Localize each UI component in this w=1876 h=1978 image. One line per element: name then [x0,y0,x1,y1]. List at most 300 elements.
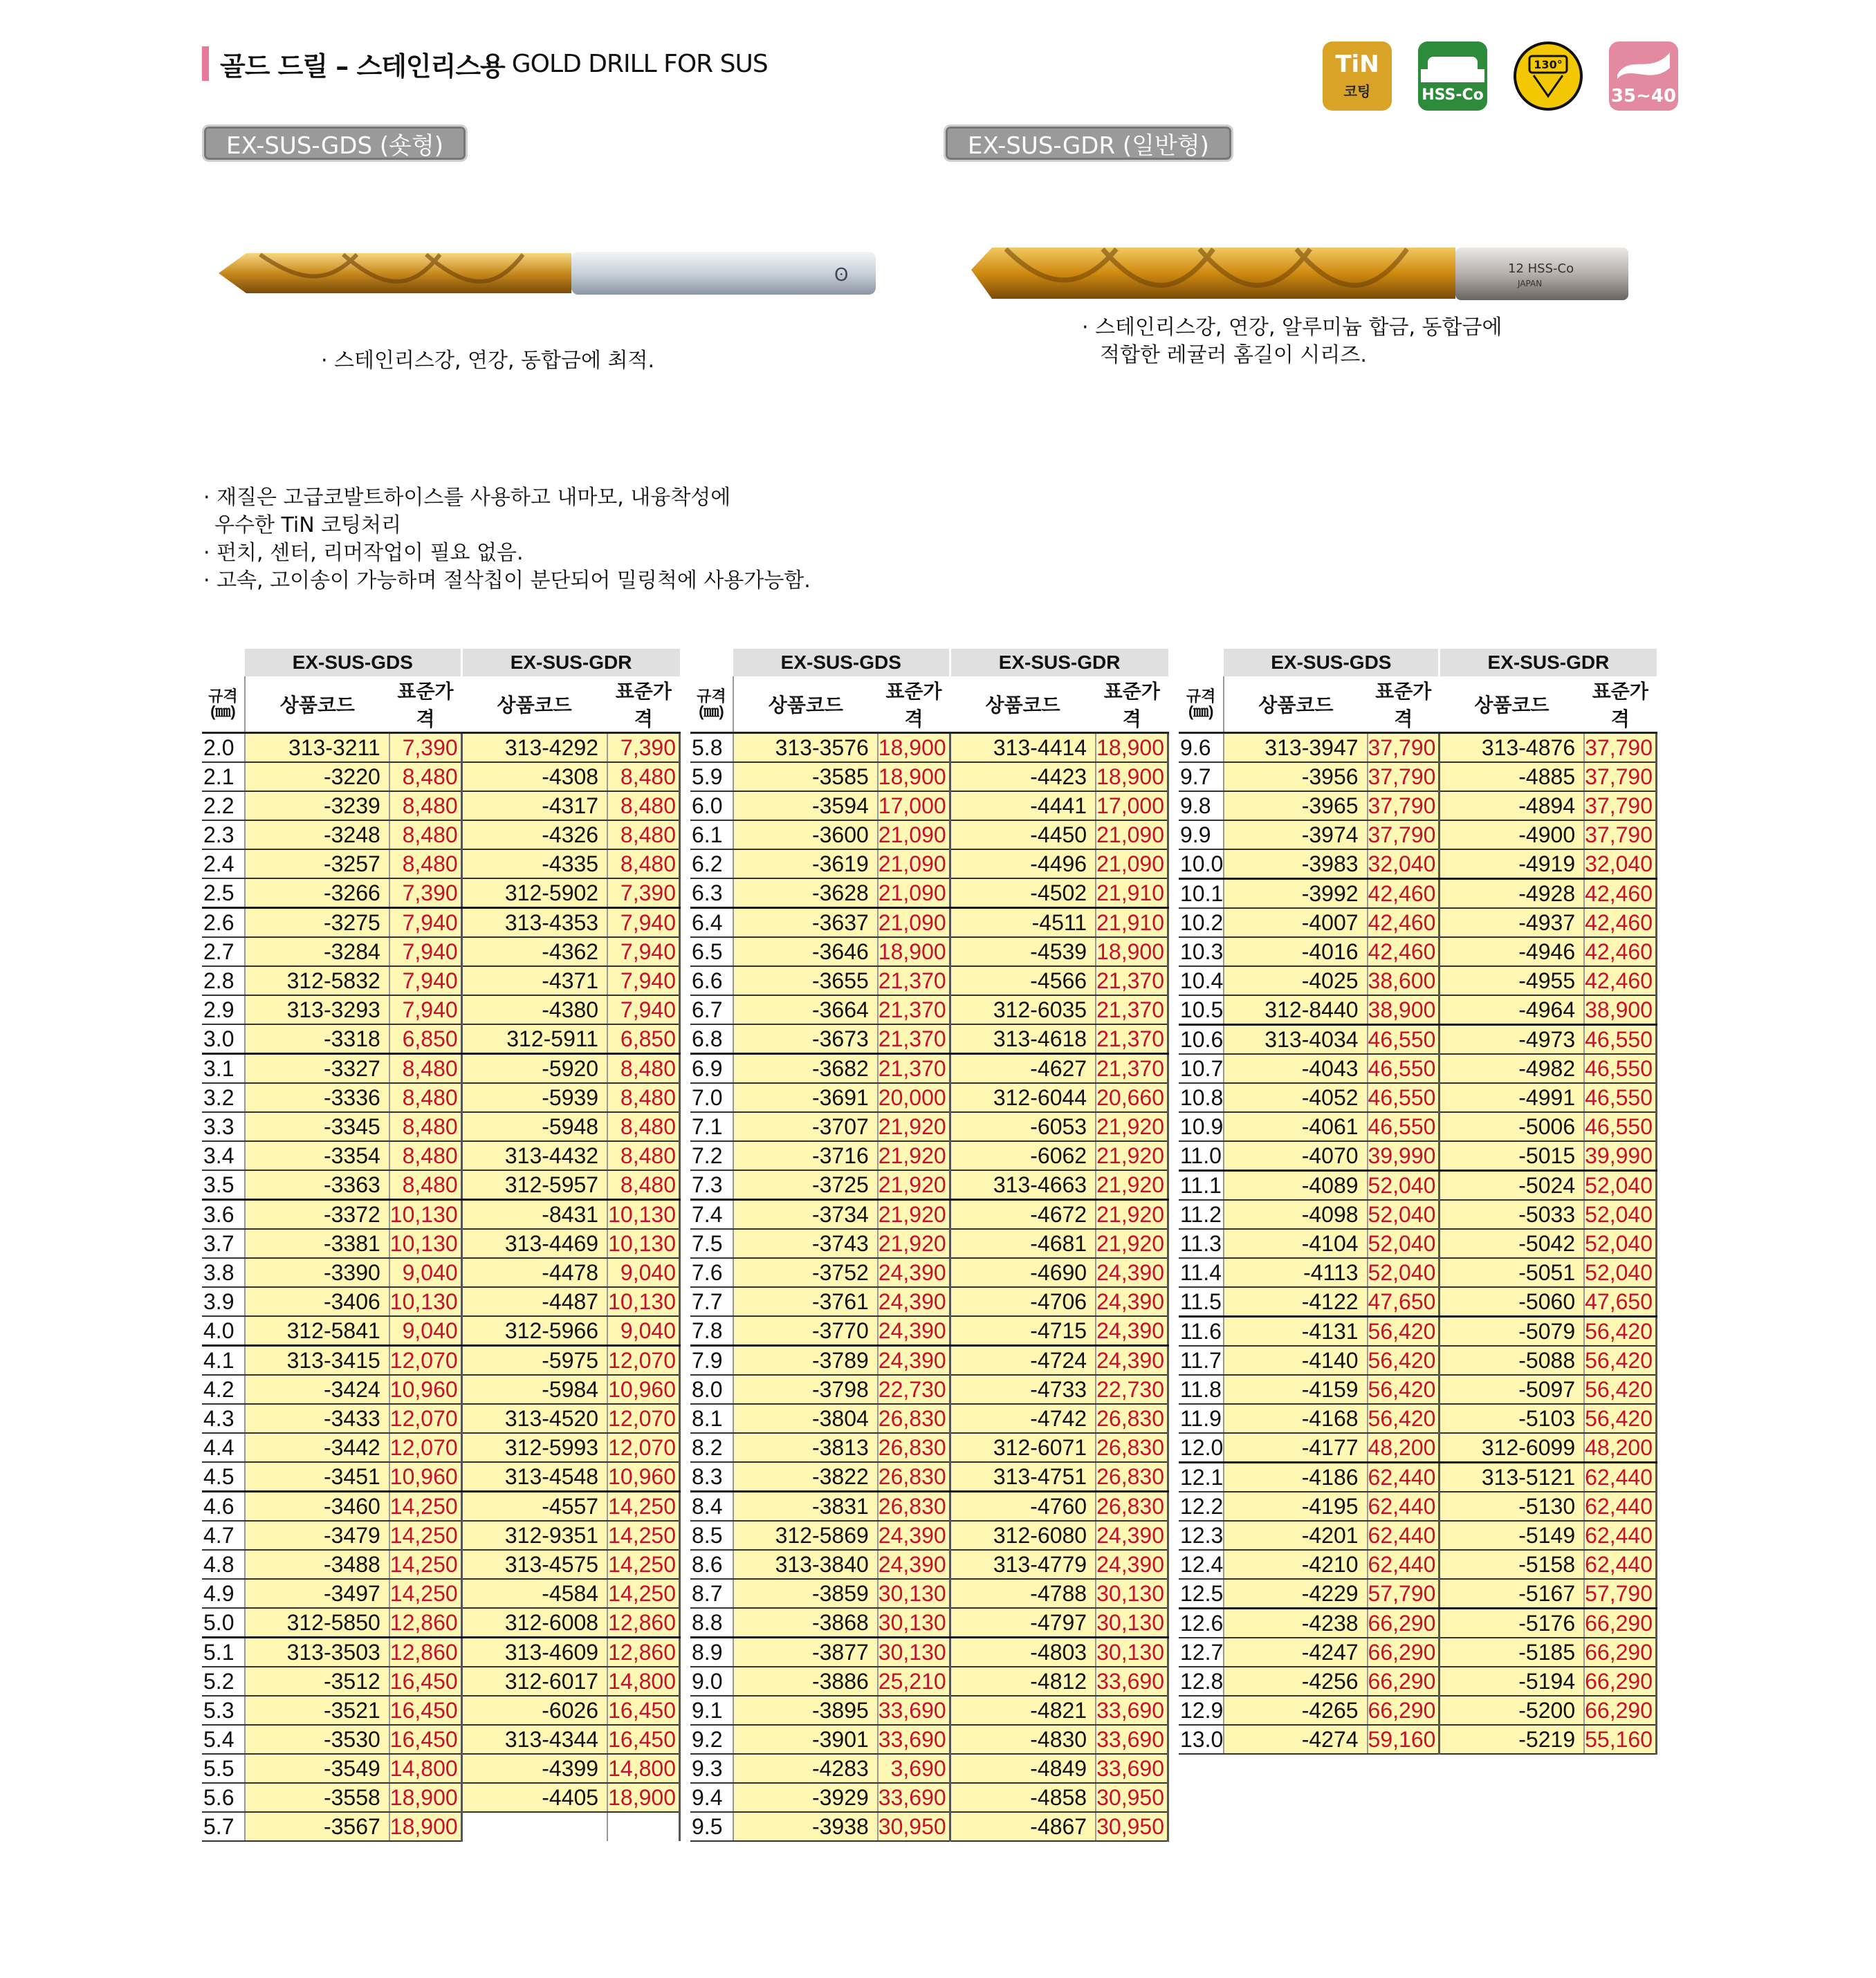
gds-code-cell: -3266 [245,878,389,908]
table-row [690,1638,1168,1667]
gdr-price-cell: 21,090 [1096,820,1168,849]
gdr-price-cell: 46,550 [1584,1083,1656,1112]
gds-code-cell: -4070 [1224,1141,1367,1171]
table-row [690,1229,1168,1258]
gds-price-cell: 32,040 [1368,849,1440,879]
gds-price-cell: 66,290 [1368,1696,1440,1725]
gds-code-cell: -4177 [1224,1433,1367,1463]
gdr-code-cell: -4885 [1440,762,1584,791]
gds-code-cell: 313-3576 [733,733,878,763]
table-row [1179,1550,1657,1579]
gds-group-header: EX-SUS-GDS [245,649,461,676]
table-row [202,1433,680,1462]
gdr-code-cell: -5006 [1440,1112,1584,1141]
gdr-price-cell: 16,450 [607,1725,679,1754]
gds-price-cell: 37,790 [1368,791,1440,820]
gds-code-cell: -3567 [245,1812,389,1841]
gdr-price-cell: 46,550 [1584,1025,1656,1055]
gds-code-cell: -3372 [245,1200,389,1230]
gdr-price-cell: 18,900 [1096,733,1168,763]
gds-code-cell: 312-5832 [245,966,389,995]
gdr-price-cell: 9,040 [607,1258,679,1287]
gds-code-cell: -4195 [1224,1492,1367,1521]
table-row [1179,1609,1657,1638]
gdr-price-cell: 7,940 [607,995,679,1024]
size-cell: 6.3 [690,878,733,908]
table-row [690,1725,1168,1754]
size-cell: 5.8 [690,733,733,763]
size-cell: 4.4 [202,1433,245,1462]
gds-price-cell: 46,550 [1368,1025,1440,1055]
code-header: 상품코드 [950,676,1096,733]
size-cell: 9.6 [1179,733,1224,763]
gdr-price-cell: 21,910 [1096,908,1168,938]
gds-price-cell: 30,130 [878,1579,950,1608]
gds-code-cell: -4043 [1224,1054,1367,1083]
table-row [690,1083,1168,1112]
gds-price-cell: 3,690 [878,1754,950,1783]
gdr-price-cell: 6,850 [607,1024,679,1054]
size-cell: 5.9 [690,762,733,791]
size-cell: 10.0 [1179,849,1224,879]
gdr-price-cell: 8,480 [607,762,679,791]
table-row [1179,1141,1657,1171]
gdr-price-cell: 21,370 [1096,1054,1168,1084]
table-row [202,1608,680,1638]
size-cell: 7.2 [690,1141,733,1170]
gds-price-cell: 52,040 [1368,1200,1440,1229]
gds-price-cell: 52,040 [1368,1229,1440,1258]
gdr-code-cell: -4821 [950,1696,1096,1725]
gdr-code-cell: -4919 [1440,849,1584,879]
size-cell: 4.9 [202,1579,245,1608]
table-row [1179,1667,1657,1696]
gds-price-cell: 8,480 [389,1054,461,1084]
gds-price-cell: 24,390 [878,1316,950,1346]
table-row [690,908,1168,938]
gds-price-cell: 52,040 [1368,1258,1440,1287]
gdr-stamp-text-2: JAPAN [1518,279,1543,288]
size-cell: 7.1 [690,1112,733,1141]
gds-code-cell: -3248 [245,820,389,849]
size-cell: 10.1 [1179,879,1224,909]
table-row [690,1287,1168,1316]
gdr-price-cell: 62,440 [1584,1492,1656,1521]
gds-code-cell: -3804 [733,1404,878,1433]
gds-price-cell: 30,130 [878,1608,950,1638]
angle-icon-label: 130° [1534,58,1563,71]
table-row [690,1492,1168,1522]
gds-price-cell: 22,730 [878,1375,950,1404]
table-row [202,1667,680,1696]
gds-price-cell: 37,790 [1368,820,1440,849]
gds-price-cell: 8,480 [389,849,461,878]
gds-code-cell: -4140 [1224,1346,1367,1375]
gds-code-cell: -3549 [245,1754,389,1783]
gdr-price-cell: 48,200 [1584,1433,1656,1463]
table-row [690,1024,1168,1054]
gds-code-cell: -3284 [245,937,389,966]
size-cell: 3.7 [202,1229,245,1258]
gdr-code-cell: -5097 [1440,1375,1584,1404]
gdr-price-cell: 46,550 [1584,1054,1656,1083]
size-cell: 11.0 [1179,1141,1224,1171]
size-cell: 2.9 [202,995,245,1024]
gdr-price-cell: 12,070 [607,1346,679,1376]
size-cell: 5.5 [202,1754,245,1783]
gds-price-cell: 7,390 [389,878,461,908]
gdr-code-cell: 312-6008 [461,1608,607,1638]
gdr-code-cell: -5948 [461,1112,607,1141]
table-row [1179,1083,1657,1112]
gdr-code-cell: 313-4520 [461,1404,607,1433]
size-cell: 9.2 [690,1725,733,1754]
gds-price-cell: 21,920 [878,1112,950,1141]
gdr-price-cell: 33,690 [1096,1696,1168,1725]
size-cell: 2.3 [202,820,245,849]
gds-code-cell: -4168 [1224,1404,1367,1433]
gdr-price-cell: 7,940 [607,908,679,938]
gdr-price-cell: 21,370 [1096,995,1168,1024]
gds-code-cell: 313-3503 [245,1638,389,1667]
gds-code-cell: -4089 [1224,1171,1367,1201]
gdr-code-cell: -4627 [950,1054,1096,1084]
hardness-icon-label: 35~40 [1610,86,1677,107]
size-cell: 2.0 [202,733,245,763]
table-row [1179,995,1657,1025]
size-cell: 10.9 [1179,1112,1224,1141]
gds-code-cell: -4104 [1224,1229,1367,1258]
gds-code-cell: -3460 [245,1492,389,1522]
gdr-code-cell: -4362 [461,937,607,966]
gds-price-cell: 62,440 [1368,1550,1440,1579]
size-cell: 3.1 [202,1054,245,1084]
gds-code-cell: 313-3840 [733,1550,878,1579]
gds-price-cell: 14,250 [389,1579,461,1608]
gds-price-cell: 38,900 [1368,995,1440,1025]
gds-price-cell: 56,420 [1368,1317,1440,1347]
gds-code-cell: -3433 [245,1404,389,1433]
gdr-code-cell: -4946 [1440,937,1584,966]
gdr-code-cell: -5015 [1440,1141,1584,1171]
size-cell: 12.9 [1179,1696,1224,1725]
gds-code-cell: -3673 [733,1024,878,1054]
gds-code-cell: -3257 [245,849,389,878]
gds-code-cell: -3655 [733,966,878,995]
gdr-price-cell: 24,390 [1096,1316,1168,1346]
size-cell: 12.1 [1179,1463,1224,1492]
gds-price-cell: 42,460 [1368,879,1440,909]
gdr-code-cell: -5167 [1440,1579,1584,1609]
gdr-code-cell: 312-6080 [950,1521,1096,1550]
table-row [690,1462,1168,1492]
gdr-group-header: EX-SUS-GDR [461,649,679,676]
gds-price-cell: 21,370 [878,995,950,1024]
gds-price-cell: 18,900 [389,1783,461,1812]
table-row [202,1550,680,1579]
size-cell: 4.6 [202,1492,245,1522]
gdr-price-cell: 14,250 [607,1550,679,1579]
gdr-price-cell: 57,790 [1584,1579,1656,1609]
gds-code-cell: 313-3293 [245,995,389,1024]
table-row [1179,733,1657,763]
table-row [690,1550,1168,1579]
gds-price-cell: 26,830 [878,1492,950,1522]
gdr-price-cell: 12,860 [607,1608,679,1638]
gds-price-cell: 24,390 [878,1550,950,1579]
gdr-code-cell: -4858 [950,1783,1096,1812]
gds-code-cell: 313-3947 [1224,733,1367,763]
gds-price-cell: 56,420 [1368,1375,1440,1404]
gds-code-cell: -4122 [1224,1287,1367,1317]
gdr-price-cell: 42,460 [1584,966,1656,995]
size-cell: 13.0 [1179,1725,1224,1754]
gdr-code-cell: -5051 [1440,1258,1584,1287]
gdr-code-cell: -4803 [950,1638,1096,1667]
gds-price-cell: 10,130 [389,1287,461,1316]
gdr-price-cell: 38,900 [1584,995,1656,1025]
gdr-price-cell: 66,290 [1584,1609,1656,1638]
gdr-code-cell: -6026 [461,1696,607,1725]
gdr-code-cell: -4326 [461,820,607,849]
gds-price-cell: 52,040 [1368,1171,1440,1201]
gds-price-cell: 46,550 [1368,1054,1440,1083]
gdr-price-cell: 56,420 [1584,1317,1656,1347]
table-row [690,1754,1168,1783]
gds-price-cell: 47,650 [1368,1287,1440,1317]
gdr-code-cell: -5975 [461,1346,607,1376]
gds-price-cell: 10,130 [389,1200,461,1230]
gds-price-cell: 9,040 [389,1316,461,1346]
code-header: 상품코드 [1224,676,1367,733]
gdr-price-cell: 12,070 [607,1433,679,1462]
gds-group-header: EX-SUS-GDS [1224,649,1440,676]
gdr-code-cell: 313-4344 [461,1725,607,1754]
size-cell: 6.7 [690,995,733,1024]
size-cell: 8.7 [690,1579,733,1608]
gdr-code-cell: -4982 [1440,1054,1584,1083]
gdr-code-cell [461,1812,607,1841]
gdr-price-cell: 32,040 [1584,849,1656,879]
table-row [1179,966,1657,995]
hss-co-icon [1418,41,1487,111]
size-header [690,676,733,733]
size-cell: 8.2 [690,1433,733,1462]
gdr-code-cell: 312-6099 [1440,1433,1584,1463]
gdr-code-cell: -5158 [1440,1550,1584,1579]
gdr-code-cell: -4584 [461,1579,607,1608]
gdr-code-cell: -4478 [461,1258,607,1287]
gds-code-cell: -4113 [1224,1258,1367,1287]
price-table-1 [202,649,681,1842]
size-cell: 11.8 [1179,1375,1224,1404]
size-cell: 6.2 [690,849,733,878]
gds-code-cell: 312-8440 [1224,995,1367,1025]
gdr-price-cell: 30,950 [1096,1783,1168,1812]
gdr-code-cell: -8431 [461,1200,607,1230]
gdr-price-cell: 8,480 [607,1054,679,1084]
gds-price-cell: 62,440 [1368,1463,1440,1492]
gdr-price-cell: 26,830 [1096,1404,1168,1433]
size-cell: 8.6 [690,1550,733,1579]
gdr-price-cell: 17,000 [1096,791,1168,820]
gdr-price-cell: 12,860 [607,1638,679,1667]
table-row [690,1812,1168,1841]
gdr-price-cell: 10,960 [607,1375,679,1404]
gdr-price-cell: 21,370 [1096,1024,1168,1054]
table-row [690,733,1168,763]
gdr-price-cell: 26,830 [1096,1492,1168,1522]
gds-price-cell: 24,390 [878,1346,950,1376]
gdr-code-cell: -4672 [950,1200,1096,1230]
gdr-code-cell: 312-6071 [950,1433,1096,1462]
gds-price-cell: 33,690 [878,1783,950,1812]
price-header: 표준가격 [878,676,950,733]
gds-group-header: EX-SUS-GDS [733,649,950,676]
size-cell: 8.5 [690,1521,733,1550]
size-cell: 4.0 [202,1316,245,1346]
gdr-code-cell: -4681 [950,1229,1096,1258]
price-table-2 [690,649,1169,1842]
gds-code-cell: -3390 [245,1258,389,1287]
gdr-price-cell: 9,040 [607,1316,679,1346]
gds-price-cell: 66,290 [1368,1638,1440,1667]
table-row [202,762,680,791]
table-row [1179,1375,1657,1404]
size-cell: 2.7 [202,937,245,966]
tin-icon-label: TiN [1335,50,1379,78]
code-header: 상품코드 [245,676,389,733]
gdr-price-cell: 37,790 [1584,820,1656,849]
gdr-code-cell: -4423 [950,762,1096,791]
spec-list [203,484,811,595]
gds-price-cell: 17,000 [878,791,950,820]
table-row [690,1667,1168,1696]
gds-code-cell: -3363 [245,1170,389,1200]
size-header [1179,676,1224,733]
gdr-price-cell: 37,790 [1584,733,1656,763]
gds-price-cell: 14,800 [389,1754,461,1783]
gdr-price-cell: 8,480 [607,791,679,820]
table-row [202,1200,680,1230]
size-cell: 4.1 [202,1346,245,1376]
gdr-code-cell: 313-4876 [1440,733,1584,763]
gdr-code-cell: -5042 [1440,1229,1584,1258]
gdr-code-cell: -5088 [1440,1346,1584,1375]
gdr-code-cell: -4502 [950,878,1096,908]
gds-price-cell: 14,250 [389,1521,461,1550]
gdr-code-cell: 313-4575 [461,1550,607,1579]
size-cell: 2.6 [202,908,245,938]
size-cell: 9.1 [690,1696,733,1725]
size-cell: 11.3 [1179,1229,1224,1258]
gds-code-cell: -3497 [245,1579,389,1608]
size-cell: 2.8 [202,966,245,995]
gds-price-cell: 8,480 [389,1112,461,1141]
gdr-code-cell: -4487 [461,1287,607,1316]
table-row [1179,1433,1657,1463]
gds-code-cell: -3646 [733,937,878,966]
gdr-price-cell: 47,650 [1584,1287,1656,1317]
size-cell: 9.9 [1179,820,1224,849]
gds-price-cell: 18,900 [878,733,950,763]
gdr-code-cell: -4849 [950,1754,1096,1783]
gdr-code-cell: -5024 [1440,1171,1584,1201]
size-cell: 5.7 [202,1812,245,1841]
gdr-code-cell: -4450 [950,820,1096,849]
table-row [690,1375,1168,1404]
gdr-code-cell: -5149 [1440,1521,1584,1550]
gdr-code-cell: -5920 [461,1054,607,1084]
gds-code-cell: -4025 [1224,966,1367,995]
size-cell: 8.0 [690,1375,733,1404]
size-cell: 10.7 [1179,1054,1224,1083]
gdr-code-cell: -4724 [950,1346,1096,1376]
gdr-price-cell: 21,920 [1096,1170,1168,1200]
size-cell: 11.2 [1179,1200,1224,1229]
size-cell: 12.8 [1179,1667,1224,1696]
gds-code-cell: -3275 [245,908,389,938]
table-row [202,966,680,995]
table-row [690,1200,1168,1230]
gds-drill-image [219,242,883,304]
gds-code-cell: -3983 [1224,849,1367,879]
gds-price-cell: 46,550 [1368,1083,1440,1112]
gds-price-cell: 7,940 [389,937,461,966]
table-row [690,1112,1168,1141]
gds-price-cell: 7,940 [389,995,461,1024]
gdr-code-cell: 312-5911 [461,1024,607,1054]
tin-coating-icon [1323,41,1392,111]
gdr-code-cell: -4317 [461,791,607,820]
gdr-price-cell: 21,910 [1096,878,1168,908]
gdr-code-cell: -4557 [461,1492,607,1522]
gdr-price-cell: 66,290 [1584,1696,1656,1725]
gds-price-cell: 10,130 [389,1229,461,1258]
table-row [202,1375,680,1404]
gds-code-cell: -3354 [245,1141,389,1170]
table-row [202,1170,680,1200]
table-row [1179,820,1657,849]
gds-price-cell: 26,830 [878,1404,950,1433]
size-cell: 11.6 [1179,1317,1224,1347]
gds-price-cell: 26,830 [878,1462,950,1492]
gdr-code-cell: 312-5957 [461,1170,607,1200]
gds-code-cell: -4098 [1224,1200,1367,1229]
gdr-price-cell: 37,790 [1584,791,1656,820]
table-row [1179,1287,1657,1317]
size-cell: 11.9 [1179,1404,1224,1433]
gdr-code-cell: -5200 [1440,1696,1584,1725]
table-row [690,878,1168,908]
spec-item: · 재질은 고급코발트하이스를 사용하고 내마모, 내융착성에 [203,486,731,510]
gdr-code-cell: -6062 [950,1141,1096,1170]
gdr-price-cell: 26,830 [1096,1462,1168,1492]
gdr-price-cell: 52,040 [1584,1171,1656,1201]
gdr-price-cell: 8,480 [607,849,679,878]
table-row [202,1812,680,1841]
gdr-price-cell: 8,480 [607,1112,679,1141]
gdr-code-cell: -4830 [950,1725,1096,1754]
gdr-price-cell: 30,130 [1096,1638,1168,1667]
hardness-icon [1609,41,1678,111]
gdr-code-cell: -4788 [950,1579,1096,1608]
size-cell: 9.7 [1179,762,1224,791]
gds-price-cell: 24,390 [878,1287,950,1316]
table-row [1179,1404,1657,1433]
gdr-price-cell: 24,390 [1096,1287,1168,1316]
gds-price-cell: 8,480 [389,820,461,849]
